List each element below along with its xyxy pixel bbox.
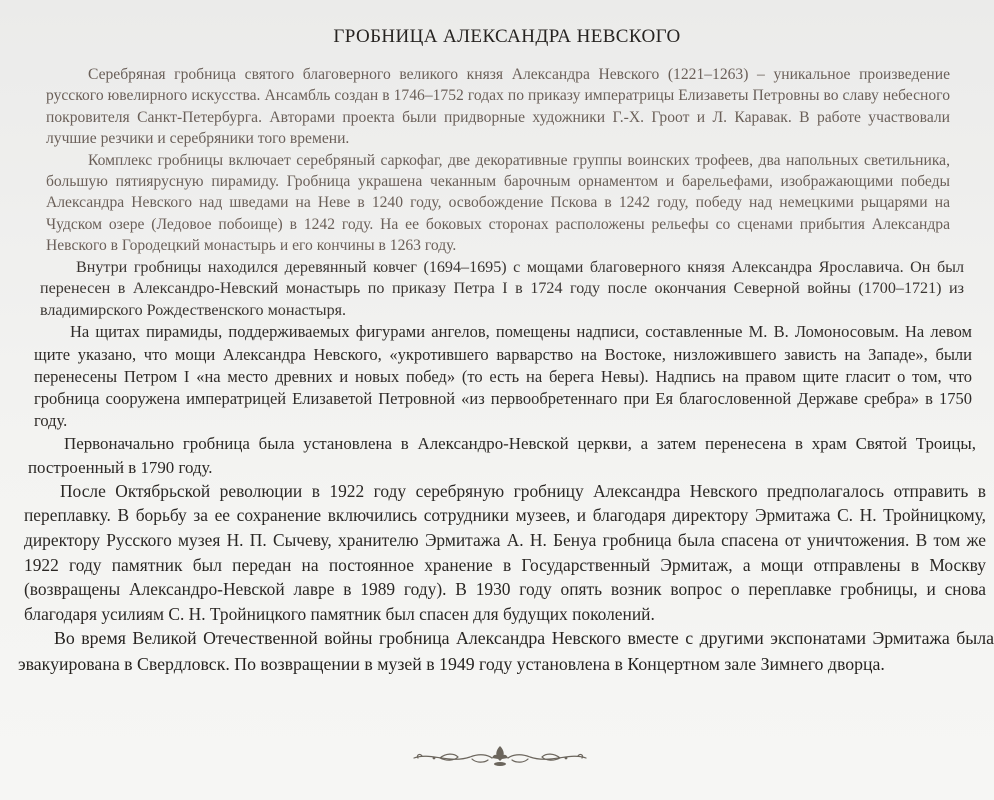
paragraph-1: Серебряная гробница святого благоверного великого князя Александра Невского (1221–1263) – уникальное произведение русского ювелирного искусства. Ансамбль создан в 1746–1752 годах по приказу императрицы Елизаветы Петровны во славу небесного покровителя Санкт-Петербурга. Авторами проекта были придворные художники Г.-Х. Гроот и Л. Каравак. В работе участвовали лучшие резчики и серебряники того времени. — [46, 66, 950, 148]
paragraph-4: На щитах пирамиды, поддерживаемых фигурами ангелов, помещены надписи, составленные М. В. Ломоносовым. На левом щите указано, что мощи Александра Невского, «укротившего варварство на Востоке, низложившего зависть на Западе», были перенесены Петром I «на место древних и новых побед» (то есть на берега Невы). Надпись на правом щите гласит о том, что гробница сооружена императрицей Елизаветой Петровной «из первообретеннаго при Ея благословенной Державе сребра» в 1750 году. — [34, 322, 972, 431]
paragraph-3: Внутри гробницы находился деревянный ковчег (1694–1695) с мощами благоверного князя Александра Ярославича. Он был перенесен в Александро-Невский монастырь по приказу Петра I в 1724 году после окончания Северной войны (1700–1721) из владимирского Рождественского монастыря. — [40, 258, 964, 319]
plaque-title: ГРОБНИЦА АЛЕКСАНДРА НЕВСКОГО — [333, 26, 681, 47]
paragraph-7: Во время Великой Отечественной войны гробница Александра Невского вместе с другими экспонатами Эрмитажа была эвакуирована в Свердловск. По возвращении в музей в 1949 году установлена в Концертном зале Зимнего дворца. — [18, 628, 994, 675]
paragraph-5: Первоначально гробница была установлена в Александро-Невской церкви, а затем перенесена в храм Святой Троицы, построенный в 1790 году. — [28, 434, 976, 477]
paragraph-6: После Октябрьской революции в 1922 году серебряную гробницу Александра Невского предполагалось отправить в переплавку. В борьбу за ее сохранение включились сотрудники музеев, и благодаря директору Эрмитажа С. Н. Тройницкому, директору Русского музея Н. П. Сычеву, хранителю Эрмитажа А. Н. Бенуа гробница была спасена от уничтожения. В том же 1922 году памятник был передан на постоянное хранение в Государственный Эрмитаж, а мощи отправлены в Москву (возвращены Александро-Невской лавре в 1989 году). В 1930 году опять возник вопрос о переплавке гробницы, и снова благодаря усилиям С. Н. Тройницкого памятник был спасен для будущих поколений. — [24, 480, 986, 624]
paragraph-2: Комплекс гробницы включает серебряный саркофаг, две декоративные группы воинских трофеев, два напольных светильника, большую пятиярусную пирамиду. Гробница украшена чеканным барочным орнаментом и барельефами, изображающими победы Александра Невского над шведами на Неве в 1240 году, освобождение Пскова в 1242 году, победу над немецкими рыцарями на Чудском озере (Ледовое побоище) в 1242 году. На ее боковых сторонах расположены рельефы со сценами прибытия Александра Невского в Городецкий монастырь и его кончины в 1263 году. — [46, 151, 950, 255]
decorative-flourish-icon — [410, 743, 590, 769]
